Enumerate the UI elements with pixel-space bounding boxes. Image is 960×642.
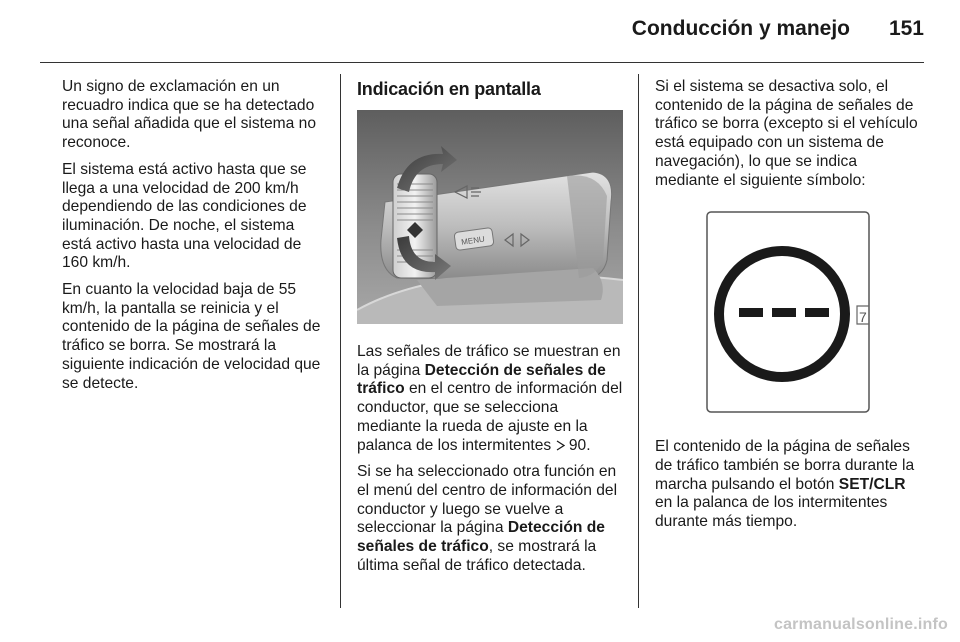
- reference-arrow-icon: [556, 440, 565, 451]
- page-number: 151: [888, 17, 924, 40]
- paragraph: Si se ha seleccionado otra función en el menú del centro de información del conductor y luego se vuelve a seleccionar la página Detección de señales de tráfico, se mostrará la última señal de tráfico detectada.: [357, 463, 618, 574]
- watermark: carmanualsonline.info: [773, 616, 948, 633]
- page-reference: 90.: [568, 436, 591, 454]
- page-name-emphasis: Detección de señales de tráfico: [357, 361, 606, 398]
- traffic-sign-cleared-symbol-figure: [655, 206, 917, 420]
- turn-signal-lever-illustration: [357, 110, 623, 324]
- symbol-marker: 7: [859, 309, 867, 326]
- chapter-title: Conducción y manejo: [631, 17, 850, 40]
- paragraph: Las señales de tráfico se muestran en la página Detección de señales de tráfico en el centro de información del conductor, que se selecciona mediante la rueda de ajuste en la palanca de los intermitentes 90.: [357, 343, 623, 454]
- dashes-icon: [739, 308, 829, 317]
- section-heading: Indicación en pantalla: [357, 79, 541, 99]
- paragraph: Un signo de exclamación en un recuadro indica que se ha detectado una señal añadida que el sistema no reconoce.: [62, 78, 317, 152]
- column-divider-left: [340, 74, 341, 608]
- paragraph: Si el sistema se desactiva solo, el contenido de la página de señales de tráfico se borra (excepto si el vehículo está equipado con un sistema de navegación), lo que se indica mediante el siguiente símbolo:: [655, 78, 918, 189]
- column-right: [655, 78, 925, 540]
- column-middle: [357, 78, 625, 583]
- column-divider-right: [638, 74, 639, 608]
- paragraph: En cuanto la velocidad baja de 55 km/h, la pantalla se reinicia y el contenido de la página de señales de tráfico se borra. Se mostrará la siguiente indicación de velocidad que se detecte.: [62, 281, 321, 392]
- page-name-emphasis: Detección de señales de tráfico: [357, 519, 605, 556]
- paragraph: El contenido de la página de señales de tráfico también se borra durante la marcha pulsando el botón SET/CLR en la palanca de los intermitentes durante más tiempo.: [655, 438, 915, 531]
- button-name-emphasis: SET/CLR: [838, 475, 906, 493]
- column-left: [62, 78, 328, 401]
- menu-button-label: MENU: [460, 234, 486, 247]
- header-rule: [40, 62, 924, 63]
- paragraph: El sistema está activo hasta que se llega a una velocidad de 200 km/h dependiendo de las condiciones de iluminación. De noche, el sistema está activo hasta una velocidad de 160 km/h.: [62, 160, 307, 272]
